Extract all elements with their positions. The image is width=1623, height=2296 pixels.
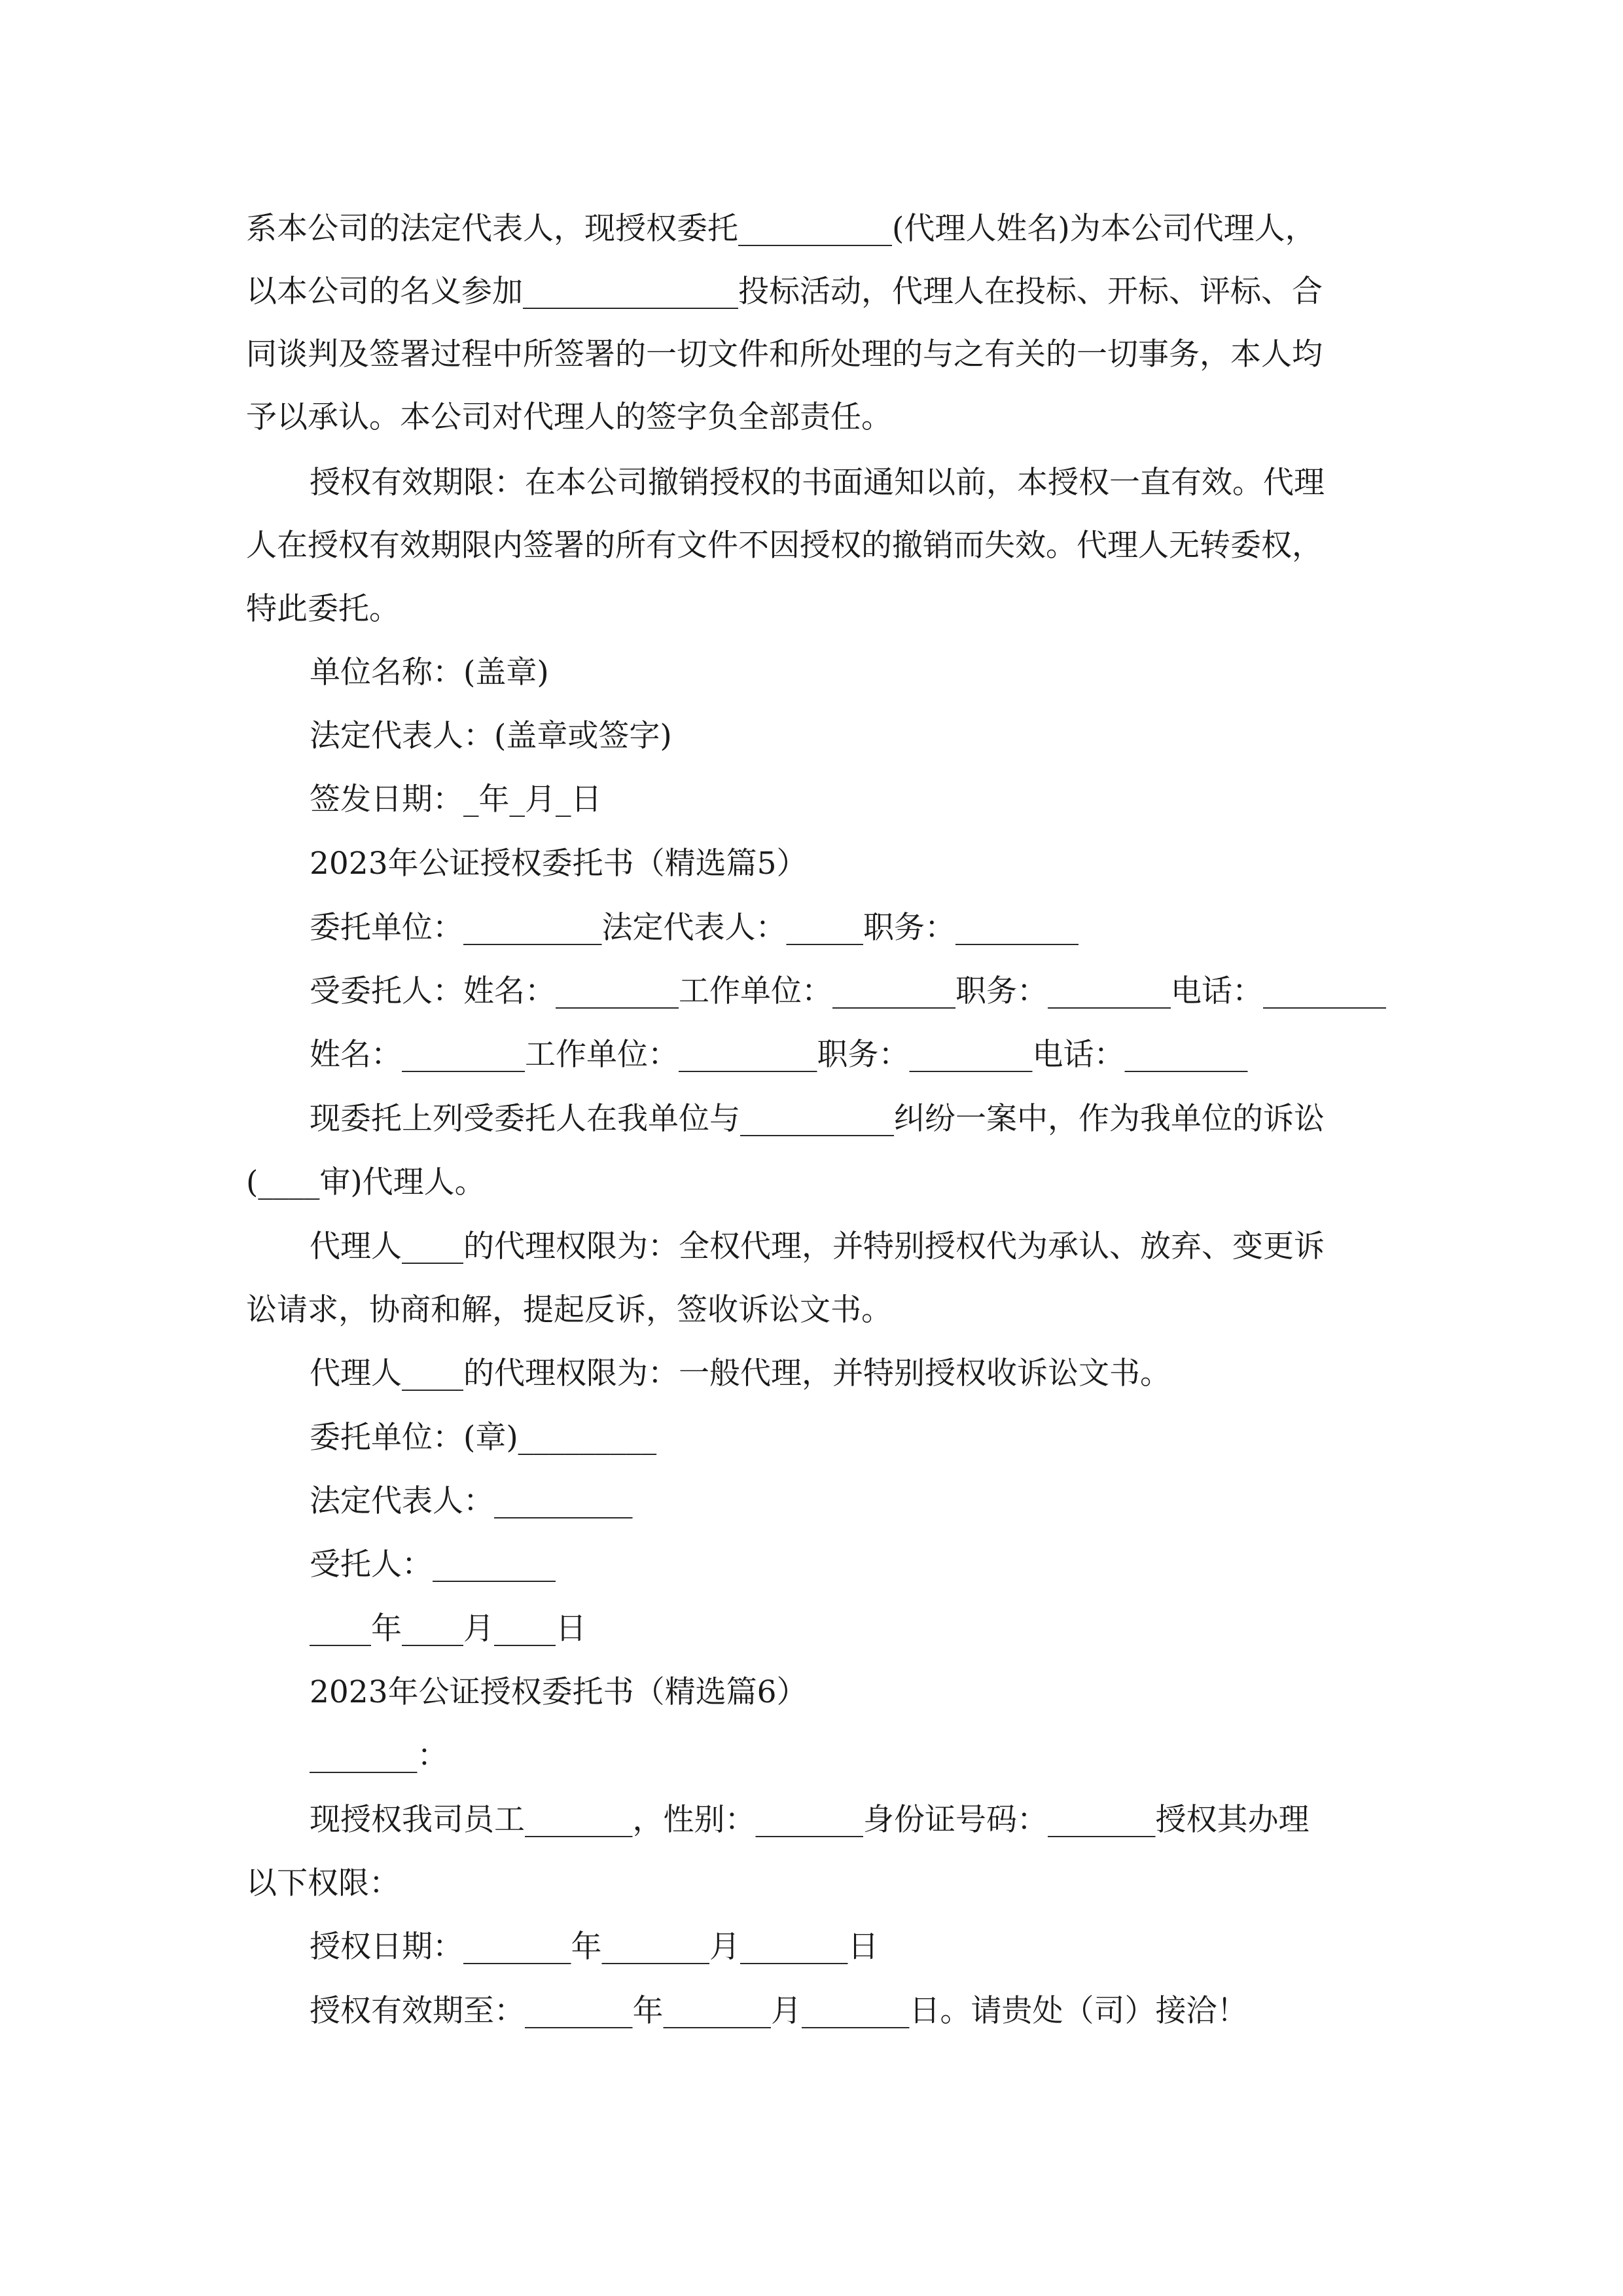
paragraph-line: 现授权我司员工_______，性别：_______身份证号码：_______授权其办理 (310, 1802, 1310, 1838)
section-heading: 2023年公证授权委托书（精选篇5） (310, 846, 808, 882)
paragraph-line: 系本公司的法定代表人，现授权委托__________(代理人姓名)为本公司代理人， (246, 211, 1316, 247)
form-line: 受托人：________ (310, 1547, 556, 1583)
paragraph-line: 人在授权有效期限内签署的所有文件不因授权的撤销而失效。代理人无转委权， (246, 528, 1323, 564)
paragraph-line: 代理人____的代理权限为：一般代理，并特别授权收诉讼文书。 (310, 1355, 1171, 1391)
paragraph-line: 现委托上列受委托人在我单位与__________纠纷一案中，作为我单位的诉讼 (310, 1101, 1325, 1137)
paragraph-line: 单位名称：(盖章) (310, 655, 549, 691)
paragraph-line: 法定代表人：(盖章或签字) (310, 718, 672, 754)
addressee-line: _______： (310, 1738, 448, 1774)
paragraph-line: 特此委托。 (246, 591, 400, 627)
section-heading: 2023年公证授权委托书（精选篇6） (310, 1674, 808, 1710)
form-line: 委托单位：(章)_________ (310, 1420, 657, 1456)
form-line: 授权日期：_______年_______月_______日 (310, 1929, 879, 1965)
form-line: 法定代表人：_________ (310, 1483, 633, 1519)
paragraph-line: 同谈判及签署过程中所签署的一切文件和所处理的与之有关的一切事务，本人均 (246, 336, 1323, 372)
form-line: 授权有效期至：_______年_______月_______日。请贵处（司）接洽！ (310, 1993, 1248, 2029)
paragraph-line: (____审)代理人。 (246, 1164, 486, 1200)
form-line: 受委托人：姓名：________工作单位：________职务：________电话：________ (310, 973, 1386, 1009)
paragraph-line: 讼请求，协商和解，提起反诉，签收诉讼文书。 (246, 1292, 892, 1328)
date-line: ____年____月____日 (310, 1611, 586, 1647)
paragraph-line: 以本公司的名义参加______________投标活动，代理人在投标、开标、评标、合 (246, 274, 1323, 310)
paragraph-line: 签发日期：_年_月_日 (310, 781, 602, 817)
paragraph-line: 代理人____的代理权限为：全权代理，并特别授权代为承认、放弃、变更诉 (310, 1229, 1325, 1265)
paragraph-line: 授权有效期限：在本公司撤销授权的书面通知以前，本授权一直有效。代理 (310, 465, 1325, 501)
form-line: 姓名：________工作单位：_________职务：________电话：________ (310, 1037, 1248, 1073)
paragraph-line: 予以承认。本公司对代理人的签字负全部责任。 (246, 399, 892, 435)
form-line: 委托单位：_________法定代表人：_____职务：________ (310, 910, 1079, 946)
paragraph-line: 以下权限： (246, 1865, 400, 1901)
